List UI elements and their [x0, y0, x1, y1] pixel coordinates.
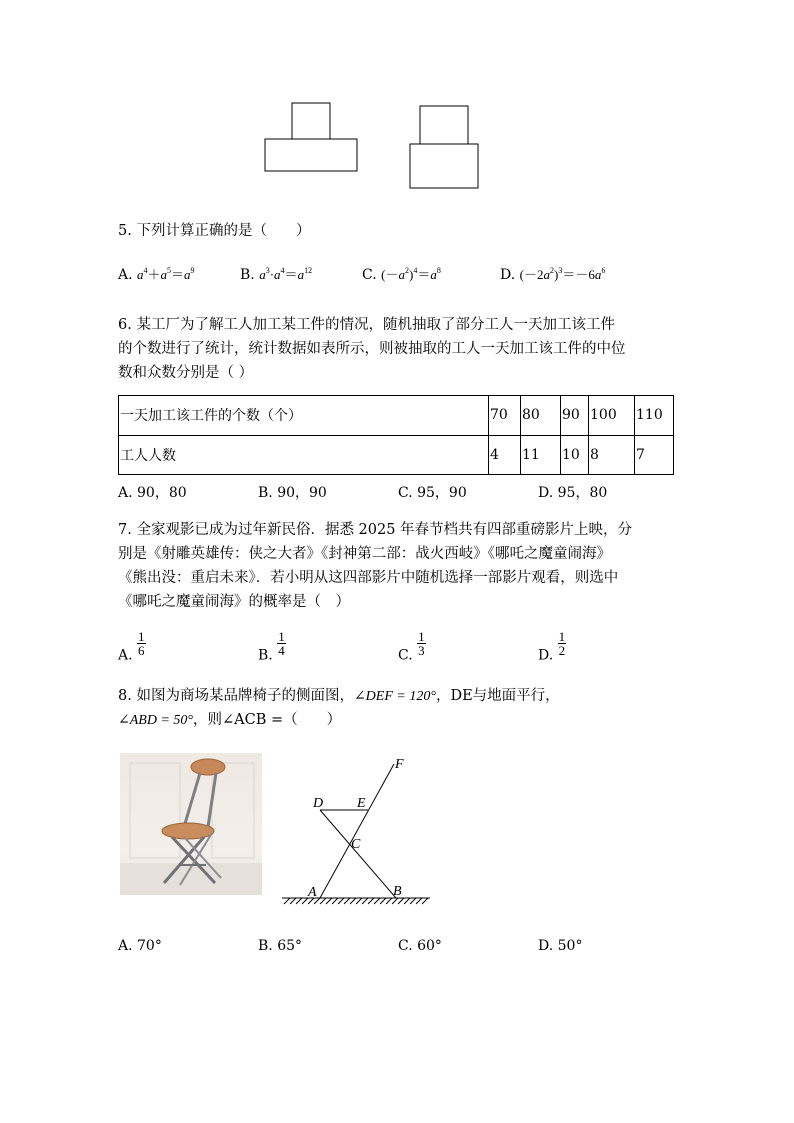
q8-stem-line2: ∠ABD = 50°，则∠ACB =（ ） — [118, 712, 342, 728]
label-b: B — [393, 884, 402, 899]
table-cell: 7 — [635, 435, 674, 475]
q7-option-c[interactable]: C. $\frac{1}{3}$ — [398, 629, 425, 664]
table-cell: 4 — [489, 435, 521, 475]
ground-hatching — [284, 898, 428, 904]
q8-option-c[interactable]: C. 60° — [398, 938, 442, 954]
label-f: F — [395, 757, 404, 772]
q5-stem: 5. 下列计算正确的是（ ） — [118, 223, 311, 239]
table-cell: 80 — [521, 396, 561, 436]
table-row — [119, 435, 674, 475]
segment-db — [320, 810, 396, 898]
table-cell: 11 — [521, 435, 561, 475]
table-cell: 90 — [561, 396, 589, 436]
q6-option-a[interactable]: A. 90，80 — [118, 485, 187, 501]
table-cell: 70 — [489, 396, 521, 436]
table-cell: 8 — [589, 435, 635, 475]
q5-option-a[interactable]: A. $a^4+a^5=a^9$ — [118, 266, 195, 283]
q6-stem-line3: 数和众数分别是（ ） — [118, 365, 254, 381]
table-row — [119, 396, 674, 436]
label-a: A — [308, 885, 317, 900]
q6-data-table — [118, 395, 674, 475]
q6-option-c[interactable]: C. 95，90 — [398, 485, 467, 501]
q8-option-b[interactable]: B. 65° — [258, 938, 303, 954]
q7-option-b[interactable]: B. $\frac{1}{4}$ — [258, 629, 285, 664]
q8-option-d[interactable]: D. 50° — [538, 938, 583, 954]
q6-stem-line2: 的个数进行了统计，统计数据如表所示，则被抽取的工人一天加工该工件的中位 — [118, 341, 626, 357]
q4-block-figures — [262, 100, 484, 192]
figure2-bottom-block — [410, 144, 478, 188]
q7-stem-line3: 《熊出没：重启未来》．若小明从这四部影片中随机选择一部影片观看，则选中 — [118, 570, 619, 586]
figure1-top-block — [292, 103, 330, 139]
q5-option-c[interactable]: C. $(-a^2)^4=a^8$ — [362, 266, 441, 283]
label-e: E — [357, 796, 366, 811]
figure1-bottom-block — [265, 139, 357, 171]
q7-option-a[interactable]: A. $\frac{1}{6}$ — [118, 629, 145, 664]
q6-option-d[interactable]: D. 95，80 — [538, 485, 608, 501]
table-header-cell: 一天加工该工件的个数（个） — [119, 396, 489, 436]
q8-geometry-diagram — [278, 752, 438, 908]
table-cell: 110 — [635, 396, 674, 436]
label-d: D — [313, 796, 324, 811]
table-cell: 10 — [561, 435, 589, 475]
segment-af — [320, 764, 394, 898]
q7-stem-line1: 7. 全家观影已成为过年新民俗．据悉 2025 年春节档共有四部重磅影片上映，分 — [118, 522, 633, 538]
table-cell: 100 — [589, 396, 635, 436]
q6-stem-line1: 6. 某工厂为了解工人加工某工件的情况，随机抽取了部分工人一天加工该工件 — [118, 317, 615, 333]
chair-illustration — [120, 753, 262, 895]
q8-stem-line1: 8. 如图为商场某品牌椅子的侧面图，∠DEF = 120°，DE与地面平行， — [118, 688, 560, 704]
q6-option-b[interactable]: B. 90，90 — [258, 485, 327, 501]
q7-option-d[interactable]: D. $\frac{1}{2}$ — [538, 629, 566, 664]
chair-photo — [120, 753, 262, 895]
figure2-top-block — [420, 106, 468, 144]
q5-option-b[interactable]: B. $a^3\cdot a^4=a^{12}$ — [240, 266, 313, 283]
q5-option-d[interactable]: D. $(-2a^2)^3=-6a^6$ — [500, 266, 606, 283]
label-c: C — [351, 837, 361, 852]
table-header-cell: 工人人数 — [119, 435, 489, 475]
q8-option-a[interactable]: A. 70° — [118, 938, 162, 954]
q7-stem-line4: 《哪吒之魔童闹海》的概率是（ ） — [118, 594, 350, 610]
q7-stem-line2: 别是《射雕英雄传：侠之大者》《封神第二部：战火西岐》《哪吒之魔童闹海》 — [118, 546, 611, 562]
